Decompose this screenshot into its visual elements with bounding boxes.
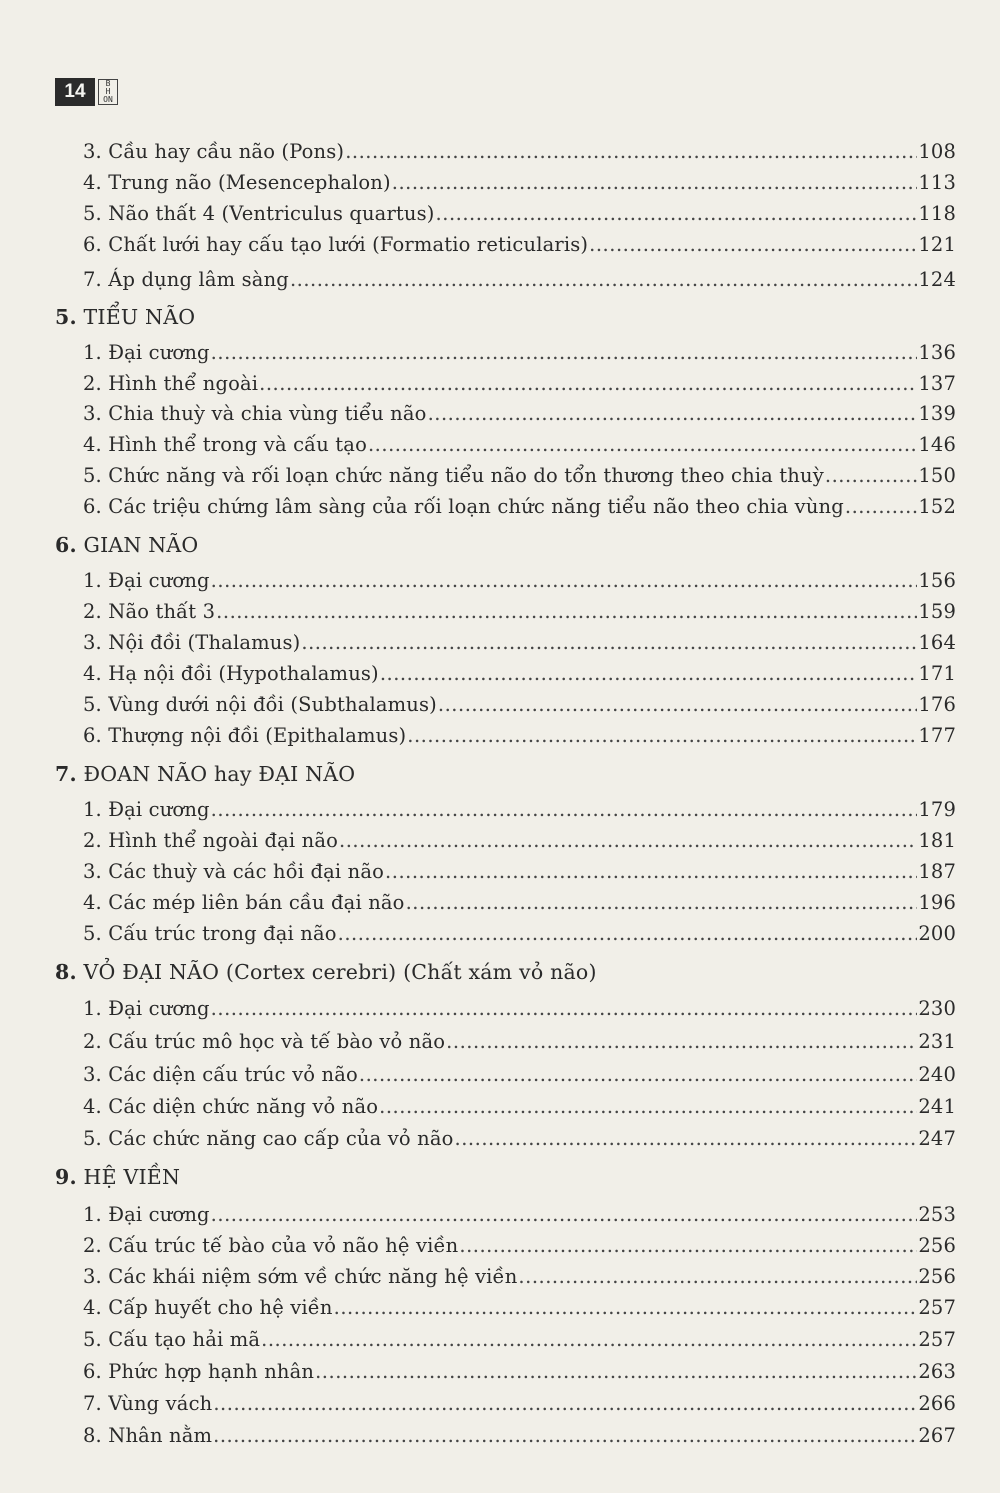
toc-entry[interactable] bbox=[83, 1203, 956, 1229]
logo-line: B bbox=[105, 79, 111, 88]
toc-entry-label: 4. Các diện chức năng vỏ não bbox=[83, 1095, 379, 1118]
toc-entry[interactable] bbox=[83, 495, 956, 521]
toc-entry[interactable] bbox=[83, 922, 956, 948]
dot-leader bbox=[211, 341, 918, 364]
section-heading bbox=[55, 1165, 180, 1193]
toc-entry-label: 7. Áp dụng lâm sàng bbox=[83, 268, 289, 291]
toc-entry-page: 263 bbox=[918, 1360, 956, 1383]
dot-leader bbox=[261, 1328, 917, 1351]
section-number: 5. bbox=[55, 305, 77, 329]
section-heading bbox=[55, 762, 355, 790]
toc-entry-label: 4. Cấp huyết cho hệ viền bbox=[83, 1296, 333, 1319]
section-title: ĐOAN NÃO hay ĐẠI NÃO bbox=[83, 762, 356, 786]
toc-entry-page: 253 bbox=[918, 1203, 956, 1226]
toc-entry-label: 1. Đại cương bbox=[83, 1203, 210, 1226]
dot-leader bbox=[315, 1360, 917, 1383]
toc-entry[interactable] bbox=[83, 1063, 956, 1089]
dot-leader bbox=[436, 202, 918, 225]
toc-entry-label: 5. Các chức năng cao cấp của vỏ não bbox=[83, 1127, 454, 1150]
toc-entry-label: 5. Cấu tạo hải mã bbox=[83, 1328, 261, 1351]
page-header bbox=[55, 78, 118, 106]
toc-entry-label: 5. Não thất 4 (Ventriculus quartus) bbox=[83, 202, 435, 225]
dot-leader bbox=[345, 140, 917, 163]
toc-entry-label: 4. Hạ nội đồi (Hypothalamus) bbox=[83, 662, 379, 685]
dot-leader bbox=[455, 1127, 918, 1150]
toc-entry[interactable] bbox=[83, 433, 956, 459]
toc-entry-page: 108 bbox=[918, 140, 956, 163]
toc-entry[interactable] bbox=[83, 140, 956, 166]
toc-entry-page: 181 bbox=[918, 829, 956, 852]
dot-leader bbox=[379, 1095, 917, 1118]
dot-leader bbox=[290, 268, 917, 291]
dot-leader bbox=[845, 495, 917, 518]
section-number: 6. bbox=[55, 533, 77, 557]
toc-entry[interactable] bbox=[83, 1095, 956, 1121]
dot-leader bbox=[259, 372, 917, 395]
section-heading bbox=[55, 960, 597, 988]
toc-entry-label: 3. Các khái niệm sớm về chức năng hệ viền bbox=[83, 1265, 518, 1288]
toc-entry[interactable] bbox=[83, 724, 956, 750]
toc-entry-label: 1. Đại cương bbox=[83, 997, 210, 1020]
toc-entry-page: 196 bbox=[918, 891, 956, 914]
toc-entry-page: 241 bbox=[918, 1095, 956, 1118]
toc-entry-page: 267 bbox=[918, 1424, 956, 1447]
dot-leader bbox=[339, 829, 917, 852]
toc-entry-label: 4. Các mép liên bán cầu đại não bbox=[83, 891, 405, 914]
toc-entry[interactable] bbox=[83, 1296, 956, 1322]
section-heading bbox=[55, 305, 195, 333]
dot-leader bbox=[334, 1296, 918, 1319]
toc-entry-page: 257 bbox=[918, 1296, 956, 1319]
toc-entry[interactable] bbox=[83, 464, 956, 490]
toc-entry-page: 139 bbox=[918, 402, 956, 425]
section-title: HỆ VIỀN bbox=[83, 1165, 181, 1189]
section-title: GIAN NÃO bbox=[83, 533, 199, 557]
dot-leader bbox=[518, 1265, 917, 1288]
toc-entry-page: 231 bbox=[918, 1030, 956, 1053]
toc-entry-label: 6. Phức hợp hạnh nhân bbox=[83, 1360, 315, 1383]
toc-entry-page: 164 bbox=[918, 631, 956, 654]
dot-leader bbox=[213, 1424, 917, 1447]
toc-entry[interactable] bbox=[83, 662, 956, 688]
toc-entry[interactable] bbox=[83, 372, 956, 398]
toc-entry-label: 1. Đại cương bbox=[83, 569, 210, 592]
dot-leader bbox=[380, 662, 918, 685]
toc-entry-page: 240 bbox=[918, 1063, 956, 1086]
toc-entry[interactable] bbox=[83, 268, 956, 294]
toc-entry-page: 150 bbox=[918, 464, 956, 487]
page-number: 14 bbox=[55, 78, 95, 106]
toc-entry-label: 3. Cầu hay cầu não (Pons) bbox=[83, 140, 345, 163]
toc-entry-page: 113 bbox=[918, 171, 956, 194]
toc-entry[interactable] bbox=[83, 171, 956, 197]
toc-entry-page: 230 bbox=[918, 997, 956, 1020]
toc-entry-label: 5. Vùng dưới nội đồi (Subthalamus) bbox=[83, 693, 437, 716]
toc-entry[interactable] bbox=[83, 1392, 956, 1418]
dot-leader bbox=[406, 891, 918, 914]
section-heading bbox=[55, 533, 198, 561]
toc-entry-label: 3. Các diện cấu trúc vỏ não bbox=[83, 1063, 358, 1086]
toc-entry[interactable] bbox=[83, 569, 956, 595]
dot-leader bbox=[385, 860, 917, 883]
toc-entry-label: 1. Đại cương bbox=[83, 798, 210, 821]
dot-leader bbox=[392, 171, 918, 194]
dot-leader bbox=[338, 922, 918, 945]
toc-entry[interactable] bbox=[83, 402, 956, 428]
dot-leader bbox=[825, 464, 917, 487]
toc-entry[interactable] bbox=[83, 798, 956, 824]
toc-entry[interactable] bbox=[83, 631, 956, 657]
dot-leader bbox=[428, 402, 918, 425]
dot-leader bbox=[216, 600, 917, 623]
dot-leader bbox=[211, 798, 918, 821]
dot-leader bbox=[589, 233, 917, 256]
dot-leader bbox=[211, 997, 918, 1020]
toc-entry-label: 4. Hình thể trong và cấu tạo bbox=[83, 433, 367, 456]
toc-entry-page: 266 bbox=[918, 1392, 956, 1415]
section-number: 9. bbox=[55, 1165, 77, 1189]
toc-entry-label: 2. Não thất 3 bbox=[83, 600, 216, 623]
dot-leader bbox=[211, 1203, 918, 1226]
toc-entry-page: 152 bbox=[918, 495, 956, 518]
dot-leader bbox=[301, 631, 917, 654]
toc-entry-label: 5. Chức năng và rối loạn chức năng tiểu não do tổn thương theo chia thuỳ bbox=[83, 464, 824, 487]
dot-leader bbox=[407, 724, 917, 747]
toc-entry-label: 3. Chia thuỳ và chia vùng tiểu não bbox=[83, 402, 427, 425]
toc-entry-label: 5. Cấu trúc trong đại não bbox=[83, 922, 337, 945]
dot-leader bbox=[438, 693, 917, 716]
toc-entry-page: 247 bbox=[918, 1127, 956, 1150]
logo-line: ON bbox=[103, 95, 113, 104]
section-number: 7. bbox=[55, 762, 77, 786]
toc-entry-page: 136 bbox=[918, 341, 956, 364]
toc-entry-page: 118 bbox=[918, 202, 956, 225]
section-title: TIỂU NÃO bbox=[83, 305, 196, 329]
toc-entry-page: 156 bbox=[918, 569, 956, 592]
toc-entry-page: 179 bbox=[918, 798, 956, 821]
toc-entry[interactable] bbox=[83, 600, 956, 626]
toc-entry-label: 6. Các triệu chứng lâm sàng của rối loạn chức năng tiểu não theo chia vùng bbox=[83, 495, 844, 518]
toc-entry[interactable] bbox=[83, 693, 956, 719]
toc-entry-page: 177 bbox=[918, 724, 956, 747]
toc-entry-label: 2. Cấu trúc mô học và tế bào vỏ não bbox=[83, 1030, 446, 1053]
toc-entry-label: 6. Chất lưới hay cấu tạo lưới (Formatio reticularis) bbox=[83, 233, 589, 256]
toc-entry[interactable] bbox=[83, 997, 956, 1023]
toc-entry-label: 4. Trung não (Mesencephalon) bbox=[83, 171, 391, 194]
toc-entry[interactable] bbox=[83, 1265, 956, 1291]
dot-leader bbox=[211, 569, 918, 592]
toc-entry[interactable] bbox=[83, 1234, 956, 1260]
toc-entry-label: 3. Các thuỳ và các hồi đại não bbox=[83, 860, 385, 883]
toc-entry-page: 200 bbox=[918, 922, 956, 945]
dot-leader bbox=[368, 433, 917, 456]
toc-entry[interactable] bbox=[83, 829, 956, 855]
toc-entry-label: 7. Vùng vách bbox=[83, 1392, 213, 1415]
dot-leader bbox=[459, 1234, 917, 1257]
toc-entry-page: 146 bbox=[918, 433, 956, 456]
toc-entry-label: 2. Hình thể ngoài đại não bbox=[83, 829, 339, 852]
toc-entry-page: 171 bbox=[918, 662, 956, 685]
toc-entry[interactable] bbox=[83, 1127, 956, 1153]
toc-entry-label: 8. Nhân nằm bbox=[83, 1424, 213, 1447]
toc-entry-page: 257 bbox=[918, 1328, 956, 1351]
publisher-logo-icon bbox=[98, 79, 118, 105]
toc-entry-page: 187 bbox=[918, 860, 956, 883]
toc-entry-label: 3. Nội đồi (Thalamus) bbox=[83, 631, 301, 654]
toc-entry-label: 1. Đại cương bbox=[83, 341, 210, 364]
toc-entry-page: 124 bbox=[918, 268, 956, 291]
toc-entry-page: 137 bbox=[918, 372, 956, 395]
toc-entry-page: 159 bbox=[918, 600, 956, 623]
toc-entry[interactable] bbox=[83, 1328, 956, 1354]
toc-entry[interactable] bbox=[83, 860, 956, 886]
toc-entry-label: 6. Thượng nội đồi (Epithalamus) bbox=[83, 724, 407, 747]
dot-leader bbox=[446, 1030, 917, 1053]
toc-entry-page: 121 bbox=[918, 233, 956, 256]
section-title: VỎ ĐẠI NÃO (Cortex cerebri) (Chất xám vỏ não) bbox=[83, 960, 597, 984]
toc-entry[interactable] bbox=[83, 1360, 956, 1386]
toc-entry[interactable] bbox=[83, 233, 956, 259]
logo-line: H bbox=[105, 87, 111, 96]
dot-leader bbox=[359, 1063, 917, 1086]
section-number: 8. bbox=[55, 960, 77, 984]
toc-entry[interactable] bbox=[83, 1424, 956, 1450]
toc-entry-page: 256 bbox=[918, 1265, 956, 1288]
toc-entry[interactable] bbox=[83, 891, 956, 917]
toc-entry[interactable] bbox=[83, 341, 956, 367]
toc-entry[interactable] bbox=[83, 202, 956, 228]
dot-leader bbox=[213, 1392, 917, 1415]
toc-entry-label: 2. Hình thể ngoài bbox=[83, 372, 259, 395]
toc-entry-page: 256 bbox=[918, 1234, 956, 1257]
toc-entry[interactable] bbox=[83, 1030, 956, 1056]
toc-entry-label: 2. Cấu trúc tế bào của vỏ não hệ viền bbox=[83, 1234, 459, 1257]
toc-entry-page: 176 bbox=[918, 693, 956, 716]
